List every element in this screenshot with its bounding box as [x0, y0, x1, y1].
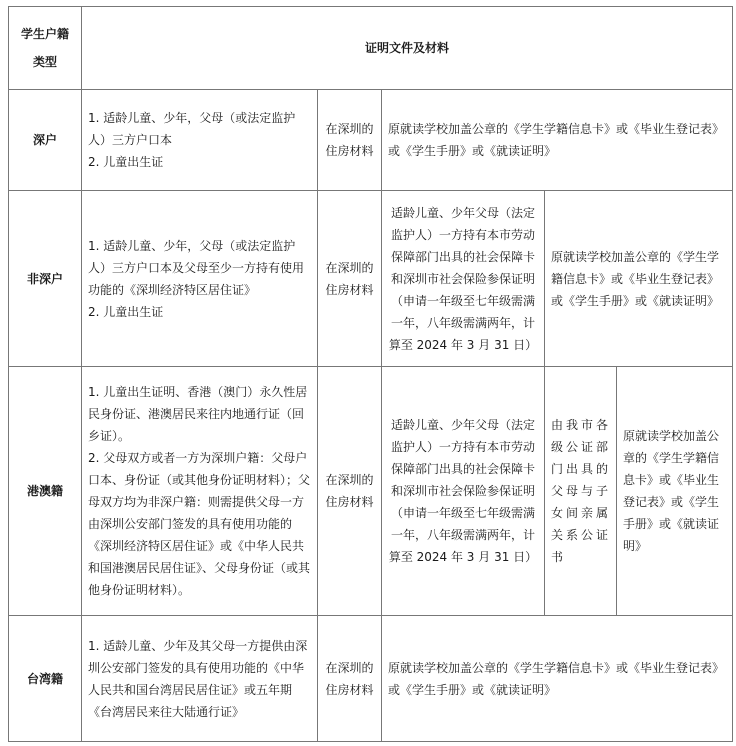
category-shenzhen-hukou: 深户 [9, 90, 82, 191]
docs-taiwan [82, 616, 318, 742]
row-shenzhen-hukou [9, 90, 733, 191]
category-non-shenzhen-hukou: 非深户 [9, 191, 82, 367]
header-row [9, 7, 733, 90]
docs-shenzhen-hukou [82, 90, 318, 191]
kinship-notarial-certificate: 由我市各级公证部门出具的父母与子女间亲属关系公证书 [545, 367, 617, 616]
header-materials: 证明文件及材料 [82, 7, 733, 90]
doc-item-1: 1. 适龄儿童、少年，父母（或法定监护人）三方户口本 [88, 111, 296, 147]
documents-table [8, 6, 733, 742]
doc-item-2: 2. 父母双方或者一方为深圳户籍：父母户口本、身份证（或其他身份证明材料）；父母双方均为非深户籍：则需提供父母一方由深圳公安部门签发的具有使用功能的《深圳经济特区居住证》或《中华人民共和国港澳居民居住证》、父母身份证（或其他身份证明材料）。 [88, 451, 311, 597]
row-non-shenzhen-hukou [9, 191, 733, 367]
social-security-proof: 适龄儿童、少年父母（法定监护人）一方持有本市劳动保障部门出具的社会保障卡和深圳市社会保险参保证明（申请一年级至七年级需满一年，八年级需满两年，计算至 2024 年 3 月 31 日） [382, 191, 545, 367]
housing-material: 在深圳的住房材料 [318, 191, 382, 367]
doc-item-1: 1. 适龄儿童、少年，父母（或法定监护人）三方户口本及父母至少一方持有使用功能的《深圳经济特区居住证》 [88, 238, 305, 297]
school-proof: 原就读学校加盖公章的《学生学籍信息卡》或《毕业生登记表》或《学生手册》或《就读证明》 [617, 367, 733, 616]
docs-non-shenzhen-hukou [82, 191, 318, 367]
category-taiwan: 台湾籍 [9, 616, 82, 742]
school-proof: 原就读学校加盖公章的《学生学籍信息卡》或《毕业生登记表》或《学生手册》或《就读证明》 [545, 191, 733, 367]
housing-material: 在深圳的住房材料 [318, 367, 382, 616]
header-student-type: 学生户籍 类型 [9, 7, 82, 90]
housing-material: 在深圳的住房材料 [318, 90, 382, 191]
row-hong-kong-macau [9, 367, 733, 616]
doc-item-1: 1. 适龄儿童、少年及其父母一方提供由深圳公安部门签发的具有使用功能的《中华人民共和国台湾居民居住证》或五年期《台湾居民来往大陆通行证》 [88, 638, 308, 719]
doc-item-2: 2. 儿童出生证 [88, 155, 164, 169]
housing-material: 在深圳的住房材料 [318, 616, 382, 742]
doc-item-1: 1. 儿童出生证明、香港（澳门）永久性居民身份证、港澳居民来往内地通行证（回乡证）。 [88, 385, 308, 443]
school-proof: 原就读学校加盖公章的《学生学籍信息卡》或《毕业生登记表》或《学生手册》或《就读证明》 [382, 90, 733, 191]
doc-item-2: 2. 儿童出生证 [88, 304, 164, 319]
category-hong-kong-macau: 港澳籍 [9, 367, 82, 616]
row-taiwan [9, 616, 733, 742]
docs-hong-kong-macau [82, 367, 318, 616]
school-proof: 原就读学校加盖公章的《学生学籍信息卡》或《毕业生登记表》或《学生手册》或《就读证明》 [382, 616, 733, 742]
social-security-proof: 适龄儿童、少年父母（法定监护人）一方持有本市劳动保障部门出具的社会保障卡和深圳市社会保险参保证明（申请一年级至七年级需满一年，八年级需满两年，计算至 2024 年 3 月 31 日） [382, 367, 545, 616]
